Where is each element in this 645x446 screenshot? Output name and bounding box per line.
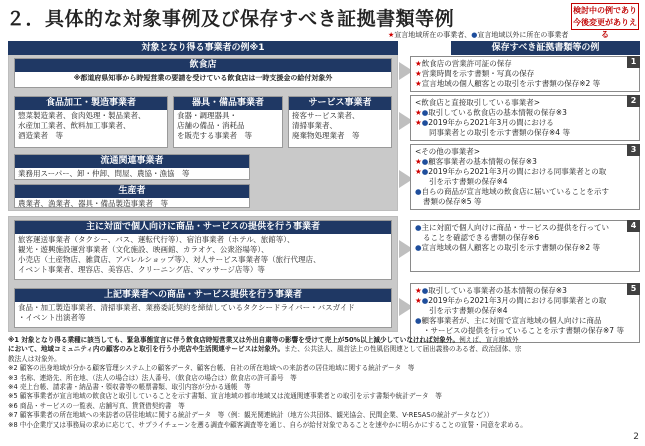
- supplier-box: [14, 288, 392, 328]
- legend-dot-text: 宣言地域以外に所在の事業者: [477, 31, 569, 39]
- food-box: [14, 96, 168, 148]
- evidence-box-2: [410, 95, 640, 141]
- service-line: 廃棄物処理業者 等: [292, 131, 360, 140]
- star-icon: ★: [388, 31, 395, 39]
- food-title: 食品加工・製造事業者: [15, 97, 167, 110]
- evidence-item: 引を示す書類の保存※4: [429, 177, 508, 186]
- producer-text: 農業者、漁業者、器具・備品製造事業者 等: [18, 199, 168, 208]
- dot-icon: ●: [415, 187, 422, 196]
- evidence-item: 取引している飲食店の基本情報の保存※3: [428, 108, 567, 117]
- service-box: [288, 96, 392, 148]
- footnote-text: また、公共法人、風営法上の性風俗関連として届出義務のある者、政治団体、宗: [284, 345, 522, 354]
- evidence-item: 2019年から2021年3月の間における同事業者との取: [428, 167, 607, 176]
- pending-note-line-2: 今後変更がありえる: [573, 18, 637, 39]
- producer-title: 生産者: [15, 185, 249, 198]
- dot-icon: ●: [415, 223, 422, 232]
- star-dot-icon: ★●: [415, 167, 429, 176]
- box-number: 5: [627, 283, 640, 295]
- evidence-item: 宣言地域の個人顧客との取引を示す書類の保存※2 等: [421, 243, 600, 252]
- evidence-box-5: [410, 283, 640, 343]
- evidence-item: 宣言地域の個人顧客との取引を示す書類の保存※2 等: [421, 79, 601, 88]
- evidence-item: 飲食店の営業許可証の保存: [421, 59, 512, 68]
- equipment-line: を販売する事業者 等: [177, 131, 252, 140]
- right-header: 保存すべき証拠書類等の例: [451, 41, 640, 55]
- equipment-line: 店舗の備品・消耗品: [177, 121, 245, 130]
- footnote: ※5 顧客事業者が宣言地域の飲食店と取引していることを示す書類、宣言地域の都市地域又は流通関連事業者との取引を示す書類や統計データ 等: [8, 392, 442, 401]
- footnote: ※2 顧客の出身地域が分かる顧客管理システム上の顧客データ、顧客台帳、自社の所在地域への来訪者の居住地域に関する統計データ 等: [8, 364, 415, 373]
- footnote-bold: において、地域コミュニティ内の顧客のみと取引を行う小売店や生活関連サービスは対象外。: [8, 345, 285, 354]
- food-line: 酒造業者 等: [18, 131, 63, 140]
- footnote-text: 例えば、宣言地域外: [459, 336, 519, 344]
- legend: [388, 30, 568, 40]
- dot-icon: ●: [415, 316, 422, 325]
- evidence-item: 同事業者との取引を示す書類の保存※4 等: [429, 128, 570, 137]
- box-number: 4: [627, 220, 640, 232]
- footnote: ※7 顧客事業者の所在地域への来訪者の居住地域に関する統計データ 等（例：観光関連統計（地方公共団体、観光協会、民間企業、V-RESASの統計データなど））: [8, 411, 494, 420]
- star-icon: ★: [415, 79, 422, 88]
- dot-icon: ●: [415, 243, 422, 252]
- supplier-line: 食品・加工製造事業者、清掃事業者、業務委託契約を締結しているタクシードライバー・バスガイド: [18, 303, 355, 312]
- dot-icon: ●: [471, 31, 478, 39]
- star-dot-icon: ★●: [415, 286, 429, 295]
- producer-box: [14, 184, 250, 208]
- restaurant-title: 飲食店: [15, 59, 391, 72]
- evidence-box-1: [410, 56, 640, 92]
- legend-star-text: 宣言地域所在の事業者、: [394, 31, 472, 39]
- evidence-group-head: <飲食店と直接取引している事業者>: [415, 98, 541, 107]
- evidence-item: 取引している事業者の基本情報の保存※3: [428, 286, 567, 295]
- page-number: 2: [633, 432, 639, 442]
- footnote: ※4 売上台帳、請求書・納品書・領収書等の帳票書類、取引内容が分かる通帳 等: [8, 383, 251, 392]
- star-dot-icon: ★●: [415, 296, 429, 305]
- footnote: ※8 中小企業庁又は事務局の求めに応じて、サプライチェーンを遡る調査や顧客調査等を通じ、自らが給付対象であることを速やかに明らかにすることの宣誓・同意を求める。: [8, 420, 527, 429]
- evidence-item: 営業時間を示す書類・写真の保存: [421, 69, 535, 78]
- evidence-item: 2019年から2021年3月の間における: [428, 118, 554, 127]
- evidence-item: 書類の保存※5 等: [423, 197, 482, 206]
- restaurant-note: ※都道府県知事から時短営業の要請を受けている飲食店は一時支援金の給付対象外: [73, 74, 333, 82]
- equipment-line: 食器・調理器具・: [177, 111, 237, 120]
- evidence-item: 主に対面で個人向けに商品・サービスの提供を行ってい: [421, 223, 610, 232]
- footnote: ※6 商品・サービスの一覧表、店舗写真、賃貸借契約書 等: [8, 401, 185, 410]
- star-dot-icon: ★●: [415, 118, 429, 127]
- pending-note-badge: [571, 3, 639, 39]
- evidence-group-head: <その他の事業者>: [415, 147, 481, 156]
- page-title: ２．具体的な対象事例及び保存すべき証拠書類等例: [6, 8, 455, 30]
- star-icon: ★: [415, 59, 422, 68]
- supplier-line: ・イベント出演者等: [18, 313, 86, 322]
- left-header: 対象となり得る事業者の例※1: [8, 41, 398, 55]
- evidence-item: 顧客事業者の基本情報の保存※3: [428, 157, 537, 166]
- food-line: 惣菜製造業者、食肉処理・製品業者、: [18, 111, 146, 120]
- food-line: 水産加工業者、飲料加工事業者、: [18, 121, 131, 130]
- evidence-item: 2019年から2021年3月の間における同事業者との取: [428, 296, 607, 305]
- service-line: 接客サービス業者、: [292, 111, 360, 120]
- service-line: 清掃事業者、: [292, 121, 337, 130]
- evidence-box-3: [410, 144, 640, 210]
- distribution-box: [14, 154, 250, 180]
- box-number: 2: [627, 95, 640, 107]
- distribution-title: 流通関連事業者: [15, 155, 249, 168]
- evidence-item: 自らの商品が宣言地域の飲食店に届いていることを示す: [421, 187, 610, 196]
- face-to-face-line: イベント事業者、理容店、美容店、クリーニング店、マッサージ店等）等: [18, 265, 265, 274]
- star-dot-icon: ★●: [415, 108, 429, 117]
- equipment-box: [173, 96, 283, 148]
- evidence-item: 引を示す書類の保存※4: [429, 306, 508, 315]
- box-number: 1: [627, 56, 640, 68]
- evidence-item: 顧客事業者が、主に対面で宣言地域の個人向けに商品: [421, 316, 602, 325]
- star-dot-icon: ★●: [415, 157, 429, 166]
- evidence-item: ることを確認できる書類の保存※6: [423, 233, 540, 242]
- footnote: ※3 名称、連絡先、所在地、（法人の場合は）法人番号、（飲食店の場合は）飲食店の許可番号 等: [8, 373, 297, 382]
- face-to-face-title: 主に対面で個人向けに商品・サービスの提供を行う事業者: [15, 221, 391, 234]
- pending-note-line-1: 検討中の例であり: [573, 6, 637, 15]
- equipment-title: 器具・備品事業者: [174, 97, 282, 110]
- footnote-text: 教法人は対象外。: [8, 354, 61, 363]
- evidence-box-4: [410, 220, 640, 272]
- face-to-face-line: 小売店（土産物店、雑貨店、アパレルショップ等）、対人サービス事業者等（旅行代理店、: [18, 255, 321, 264]
- service-title: サービス事業者: [289, 97, 391, 110]
- distribution-text: 業務用スーパー、卸・仲卸、問屋、農協・漁協 等: [18, 169, 190, 178]
- face-to-face-line: 観光・遊興施設運営事業者（文化施設、映画館、カラオケ、公衆浴場等）、: [18, 245, 269, 254]
- face-to-face-line: 旅客運送事業者（タクシー、バス、運転代行等）、宿泊事業者（ホテル、旅館等）、: [18, 235, 295, 244]
- supplier-title: 上記事業者への商品・サービス提供を行う事業者: [15, 289, 391, 302]
- footnotes: [8, 336, 640, 430]
- evidence-item: ・サービスの提供を行っていることを示す書類の保存※7 等: [423, 326, 624, 335]
- box-number: 3: [627, 144, 640, 156]
- star-icon: ★: [415, 69, 422, 78]
- restaurant-box: [14, 58, 392, 88]
- face-to-face-box: [14, 220, 392, 280]
- footnote-bold: ※1 対象となり得る業種に該当しても、緊急事態宣言に伴う飲食店時短営業又は外出自粛等の影響を受けて売上が50%以上減少していなければ対象外。: [8, 336, 460, 344]
